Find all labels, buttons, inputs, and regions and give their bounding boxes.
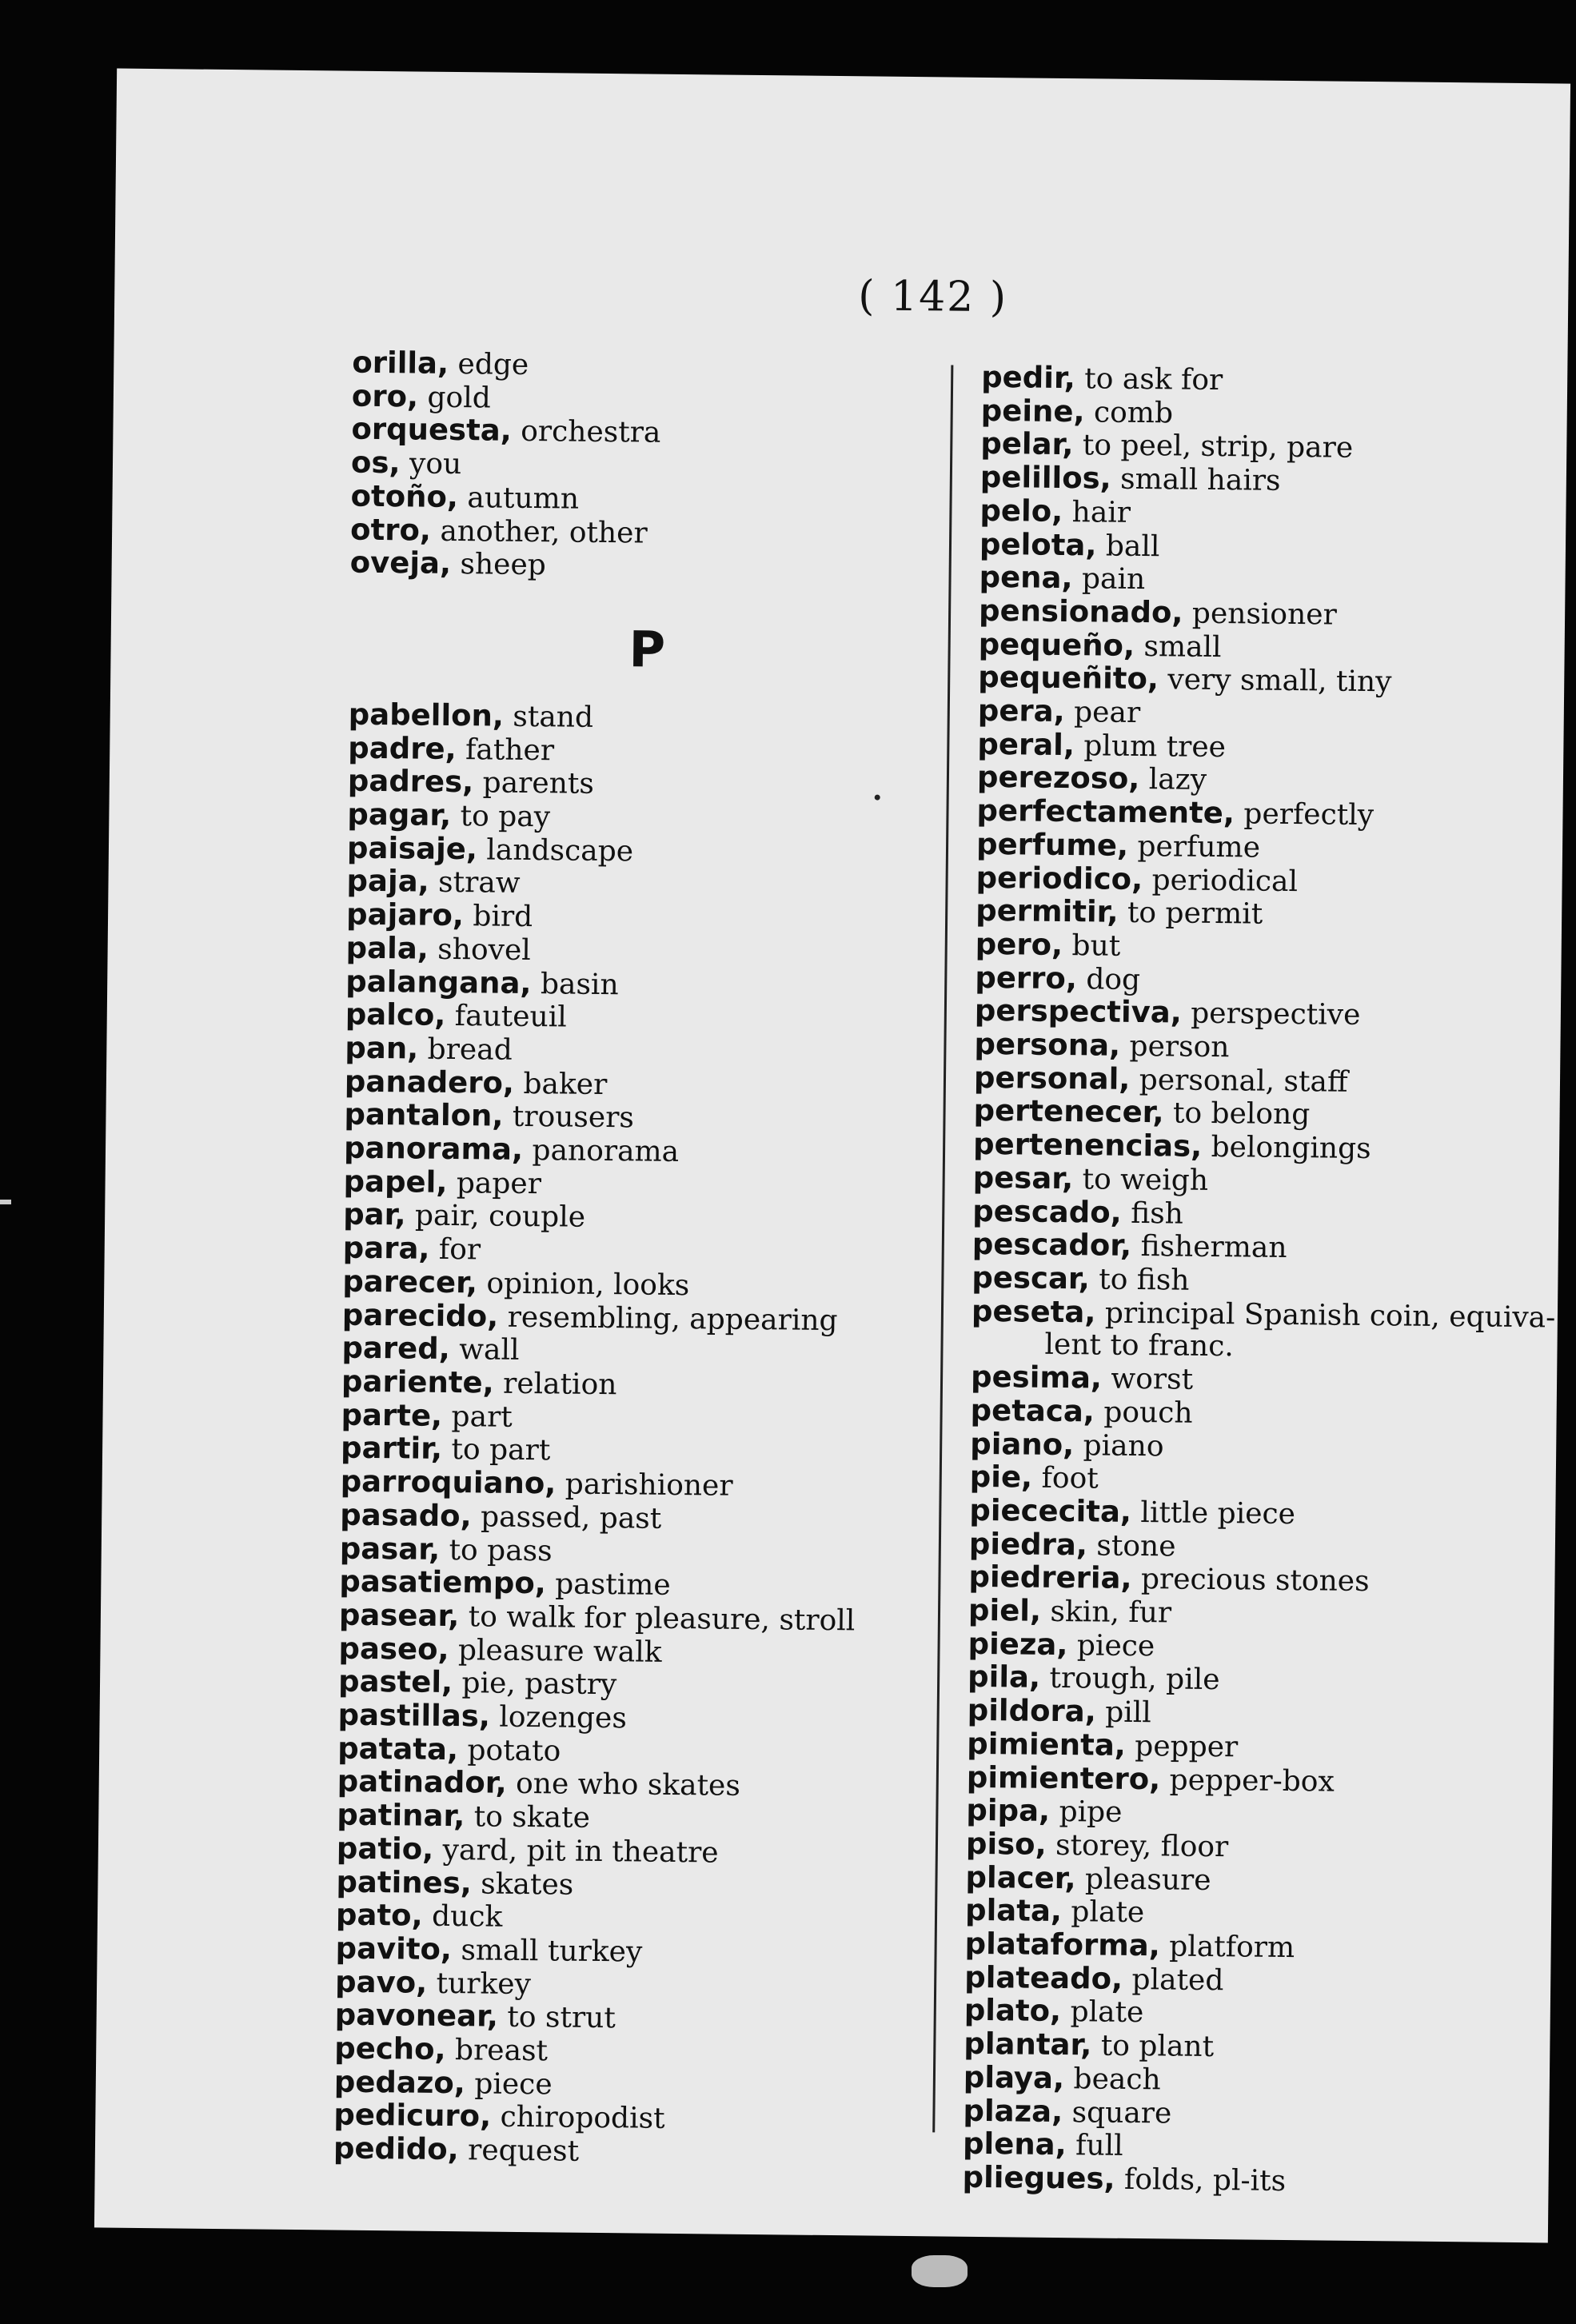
definition: lazy: [1148, 763, 1207, 797]
definition: piece: [1076, 1628, 1155, 1663]
headword: pedazo,: [333, 2064, 466, 2101]
definition: pleasure: [1084, 1863, 1211, 1897]
headword: perfume,: [976, 826, 1129, 863]
definition-continuation: lent to franc.: [1044, 1328, 1235, 1364]
headword: pensionado,: [978, 593, 1183, 630]
definition: comb: [1093, 396, 1174, 430]
headword: padres,: [347, 763, 474, 800]
definition: lozenges: [499, 1700, 628, 1735]
definition: plated: [1131, 1963, 1224, 1997]
headword: otoño,: [350, 478, 459, 514]
entry-list-o: [350, 347, 976, 587]
definition: belongings: [1211, 1131, 1371, 1166]
headword: pliegues,: [962, 2159, 1115, 2196]
definition: paper: [456, 1166, 542, 1200]
definition: pouch: [1103, 1396, 1193, 1430]
headword: permitir,: [975, 893, 1119, 929]
definition: pepper-box: [1169, 1763, 1335, 1799]
headword: pasear,: [338, 1597, 460, 1634]
definition: to plant: [1100, 2029, 1215, 2064]
headword: pan,: [345, 1030, 419, 1066]
headword: parroquiano,: [340, 1463, 557, 1501]
definition: pensioner: [1191, 597, 1338, 632]
definition: skates: [481, 1867, 574, 1902]
definition: hair: [1071, 495, 1131, 529]
headword: par,: [342, 1197, 406, 1232]
headword: panorama,: [343, 1130, 524, 1168]
headword: para,: [342, 1230, 430, 1266]
definition: to strut: [507, 2001, 616, 2035]
definition: another, other: [440, 514, 648, 550]
definition: pepper: [1135, 1729, 1239, 1764]
headword: plena,: [962, 2126, 1067, 2162]
headword: orquesta,: [351, 412, 513, 449]
definition: autumn: [467, 481, 580, 516]
definition: very small, tiny: [1167, 663, 1392, 699]
dictionary-page: [94, 69, 1570, 2243]
headword: pared,: [341, 1330, 451, 1367]
definition: parents: [482, 766, 595, 801]
definition: to weigh: [1082, 1163, 1209, 1197]
entry-list-p-left: [333, 699, 972, 2173]
definition: piece: [474, 2067, 553, 2102]
definition: yard, pit in theatre: [442, 1833, 719, 1870]
headword: petaca,: [970, 1392, 1095, 1429]
headword: pasatiempo,: [339, 1563, 547, 1601]
definition: resembling, appearing: [507, 1300, 838, 1337]
dictionary-entry: [333, 2130, 957, 2173]
headword: piso,: [965, 1826, 1047, 1862]
headword: pequeño,: [978, 626, 1135, 663]
definition: edge: [457, 348, 529, 381]
definition: square: [1071, 2095, 1172, 2130]
definition: to pass: [449, 1533, 553, 1567]
headword: pila,: [967, 1659, 1041, 1695]
headword: padre,: [348, 730, 457, 766]
headword: patines,: [336, 1864, 473, 1900]
definition: plate: [1071, 1895, 1145, 1930]
definition: shovel: [437, 932, 532, 967]
headword: os,: [350, 445, 401, 481]
headword: pertenencias,: [972, 1127, 1203, 1164]
headword: oro,: [351, 378, 419, 414]
headword: pescado,: [972, 1193, 1122, 1230]
headword: plato,: [964, 1993, 1062, 2029]
headword: piedra,: [968, 1526, 1088, 1562]
definition: skin, fur: [1050, 1595, 1172, 1630]
headword: pimientero,: [966, 1759, 1161, 1796]
headword: peseta,: [971, 1293, 1096, 1330]
definition: basin: [540, 967, 619, 1001]
definition: person: [1129, 1029, 1230, 1064]
definition: breast: [454, 2034, 549, 2068]
headword: peine,: [980, 393, 1085, 429]
definition: perfectly: [1243, 797, 1375, 833]
headword: pescar,: [972, 1260, 1091, 1296]
definition: landscape: [486, 833, 634, 869]
headword: palco,: [345, 996, 446, 1033]
headword: pedir,: [980, 359, 1076, 396]
definition: trough, pile: [1049, 1662, 1220, 1697]
headword: piedreria,: [968, 1559, 1132, 1596]
definition: relation: [502, 1367, 617, 1402]
definition: little piece: [1140, 1495, 1296, 1531]
definition: fish: [1130, 1196, 1184, 1231]
definition: baker: [523, 1067, 608, 1101]
dictionary-entry: [350, 547, 974, 587]
headword: pimienta,: [967, 1726, 1127, 1763]
scan-blot: [912, 2255, 968, 2287]
headword: pera,: [977, 693, 1065, 729]
ink-speck: [875, 795, 880, 801]
definition: principal Spanish coin, equiva-: [1104, 1296, 1556, 1335]
headword: pajaro,: [345, 896, 465, 933]
definition: father: [465, 733, 555, 767]
headword: pedicuro,: [333, 2097, 492, 2134]
definition: to part: [451, 1433, 551, 1467]
headword: panadero,: [344, 1064, 515, 1100]
headword: pantalon,: [344, 1096, 504, 1134]
definition: sheep: [460, 548, 547, 582]
headword: piel,: [968, 1592, 1042, 1628]
headword: plaza,: [963, 2093, 1063, 2129]
headword: pecho,: [334, 2031, 446, 2067]
headword: pelar,: [980, 426, 1074, 462]
definition: pleasure walk: [457, 1633, 662, 1669]
headword: pato,: [335, 1897, 423, 1933]
definition: storey, floor: [1055, 1828, 1229, 1864]
headword: pariente,: [341, 1364, 494, 1400]
headword: pastel,: [337, 1663, 453, 1700]
definition: small turkey: [461, 1934, 643, 1969]
definition: plum tree: [1083, 729, 1227, 764]
headword: pavo,: [334, 1964, 428, 2000]
headword: periodico,: [976, 860, 1143, 896]
headword: otro,: [349, 512, 432, 548]
headword: personal,: [973, 1060, 1131, 1096]
headword: perro,: [975, 960, 1078, 996]
definition: to permit: [1127, 896, 1263, 931]
headword: patinar,: [337, 1797, 465, 1834]
dictionary-entry: [962, 2159, 1576, 2202]
definition: part: [451, 1400, 513, 1434]
headword: perezoso,: [976, 760, 1140, 797]
definition: potato: [467, 1733, 561, 1768]
definition: platform: [1169, 1930, 1295, 1965]
definition: pear: [1073, 696, 1141, 730]
definition: ball: [1105, 529, 1160, 563]
definition: duck: [431, 1900, 503, 1934]
headword: palangana,: [345, 964, 532, 1000]
headword: parecido,: [341, 1297, 499, 1334]
definition: pair, couple: [414, 1200, 586, 1235]
definition: periodical: [1151, 863, 1299, 898]
dictionary-entry: [971, 1293, 1576, 1368]
definition: but: [1071, 929, 1121, 963]
headword: plata,: [964, 1893, 1063, 1929]
headword: plataforma,: [964, 1926, 1161, 1963]
definition: you: [409, 447, 462, 481]
definition: precious stones: [1140, 1563, 1370, 1599]
definition: request: [467, 2134, 580, 2168]
headword: patinador,: [337, 1763, 507, 1801]
headword: partir,: [340, 1430, 443, 1467]
headword: paseo,: [338, 1631, 449, 1667]
headword: oveja,: [349, 545, 452, 581]
headword: pesima,: [970, 1359, 1103, 1396]
headword: pedido,: [333, 2130, 459, 2167]
definition: chiropodist: [500, 2101, 665, 2136]
definition: to peel, strip, pare: [1082, 429, 1354, 465]
headword: orilla,: [352, 345, 449, 381]
headword: parte,: [341, 1397, 443, 1433]
definition: bird: [473, 900, 533, 934]
definition: pastime: [555, 1567, 671, 1603]
headword: perfectamente,: [976, 793, 1235, 831]
definition: to belong: [1172, 1096, 1311, 1132]
right-column: [962, 361, 1576, 2202]
definition: pie, pastry: [461, 1667, 617, 1702]
definition: pill: [1104, 1695, 1152, 1730]
headword: playa,: [963, 2059, 1065, 2095]
headword: pescador,: [972, 1227, 1132, 1264]
headword: paisaje,: [346, 830, 478, 867]
headword: pala,: [345, 930, 429, 966]
definition: worst: [1111, 1362, 1194, 1396]
entry-list-p-right: [962, 361, 1576, 2202]
definition: beach: [1073, 2062, 1161, 2097]
definition: turkey: [436, 1967, 532, 2001]
headword: pena,: [979, 560, 1073, 596]
headword: persona,: [974, 1026, 1121, 1063]
definition: to pay: [460, 800, 551, 834]
definition: passed, past: [480, 1500, 662, 1535]
headword: pequeñito,: [978, 660, 1159, 697]
headword: pie,: [969, 1459, 1033, 1495]
definition: gold: [427, 381, 492, 415]
headword: pildora,: [967, 1692, 1096, 1729]
definition: panorama: [532, 1134, 680, 1169]
definition: personal, staff: [1139, 1063, 1348, 1099]
headword: plantar,: [964, 2026, 1092, 2062]
headword: pieza,: [968, 1626, 1068, 1662]
definition: perfume: [1137, 829, 1261, 865]
definition: folds, pl-its: [1123, 2162, 1287, 2198]
headword: pasado,: [340, 1497, 472, 1534]
headword: pavito,: [335, 1931, 453, 1967]
definition: stone: [1096, 1529, 1176, 1563]
page-number: ( 142 ): [857, 272, 1008, 322]
headword: piececita,: [969, 1492, 1132, 1529]
headword: papel,: [343, 1164, 448, 1200]
definition: full: [1075, 2129, 1123, 2163]
headword: plateado,: [964, 1959, 1123, 1996]
definition: bread: [427, 1032, 513, 1067]
definition: orchestra: [521, 415, 661, 450]
definition: wall: [459, 1333, 520, 1368]
headword: patata,: [337, 1731, 459, 1767]
headword: pagar,: [347, 797, 452, 833]
definition: pipe: [1059, 1795, 1123, 1830]
definition: for: [438, 1233, 481, 1267]
headword: pesar,: [972, 1160, 1074, 1196]
headword: pelillos,: [980, 460, 1111, 496]
headword: pero,: [975, 926, 1063, 962]
headword: pertenecer,: [973, 1093, 1164, 1130]
definition: to ask for: [1084, 362, 1223, 397]
headword: peral,: [977, 726, 1075, 762]
definition: perspective: [1190, 997, 1361, 1032]
definition: plate: [1070, 1995, 1144, 2030]
definition: dog: [1086, 962, 1141, 996]
headword: patio,: [336, 1831, 434, 1867]
definition: to skate: [473, 1800, 591, 1835]
headword: pelo,: [980, 493, 1063, 529]
headword: pavonear,: [334, 1997, 499, 2034]
headword: parecer,: [342, 1264, 478, 1300]
definition: trousers: [512, 1100, 635, 1135]
definition: small: [1143, 629, 1222, 664]
left-column: [333, 347, 976, 2173]
definition: fisherman: [1140, 1230, 1287, 1265]
section-letter: P: [628, 620, 666, 679]
definition: to fish: [1099, 1263, 1190, 1297]
definition: to walk for pleasure, stroll: [468, 1600, 856, 1638]
definition: opinion, looks: [486, 1267, 690, 1303]
definition: one who skates: [515, 1767, 741, 1803]
headword: pastillas,: [337, 1697, 491, 1734]
definition: small hairs: [1119, 462, 1281, 497]
definition: piano: [1083, 1428, 1164, 1463]
headword: paja,: [346, 864, 429, 900]
headword: placer,: [965, 1859, 1076, 1895]
definition: straw: [437, 866, 521, 900]
definition: pain: [1081, 562, 1146, 597]
definition: stand: [513, 700, 594, 734]
headword: pelota,: [979, 526, 1097, 562]
headword: perspectiva,: [974, 993, 1182, 1030]
headword: pipa,: [966, 1793, 1051, 1829]
headword: pabellon,: [348, 697, 505, 733]
scan-edge-mark: [0, 1200, 11, 1204]
definition: parishioner: [565, 1467, 733, 1503]
definition: fauteuil: [454, 1000, 567, 1034]
headword: piano,: [970, 1426, 1075, 1462]
headword: pasar,: [339, 1531, 441, 1567]
definition: foot: [1041, 1461, 1099, 1495]
